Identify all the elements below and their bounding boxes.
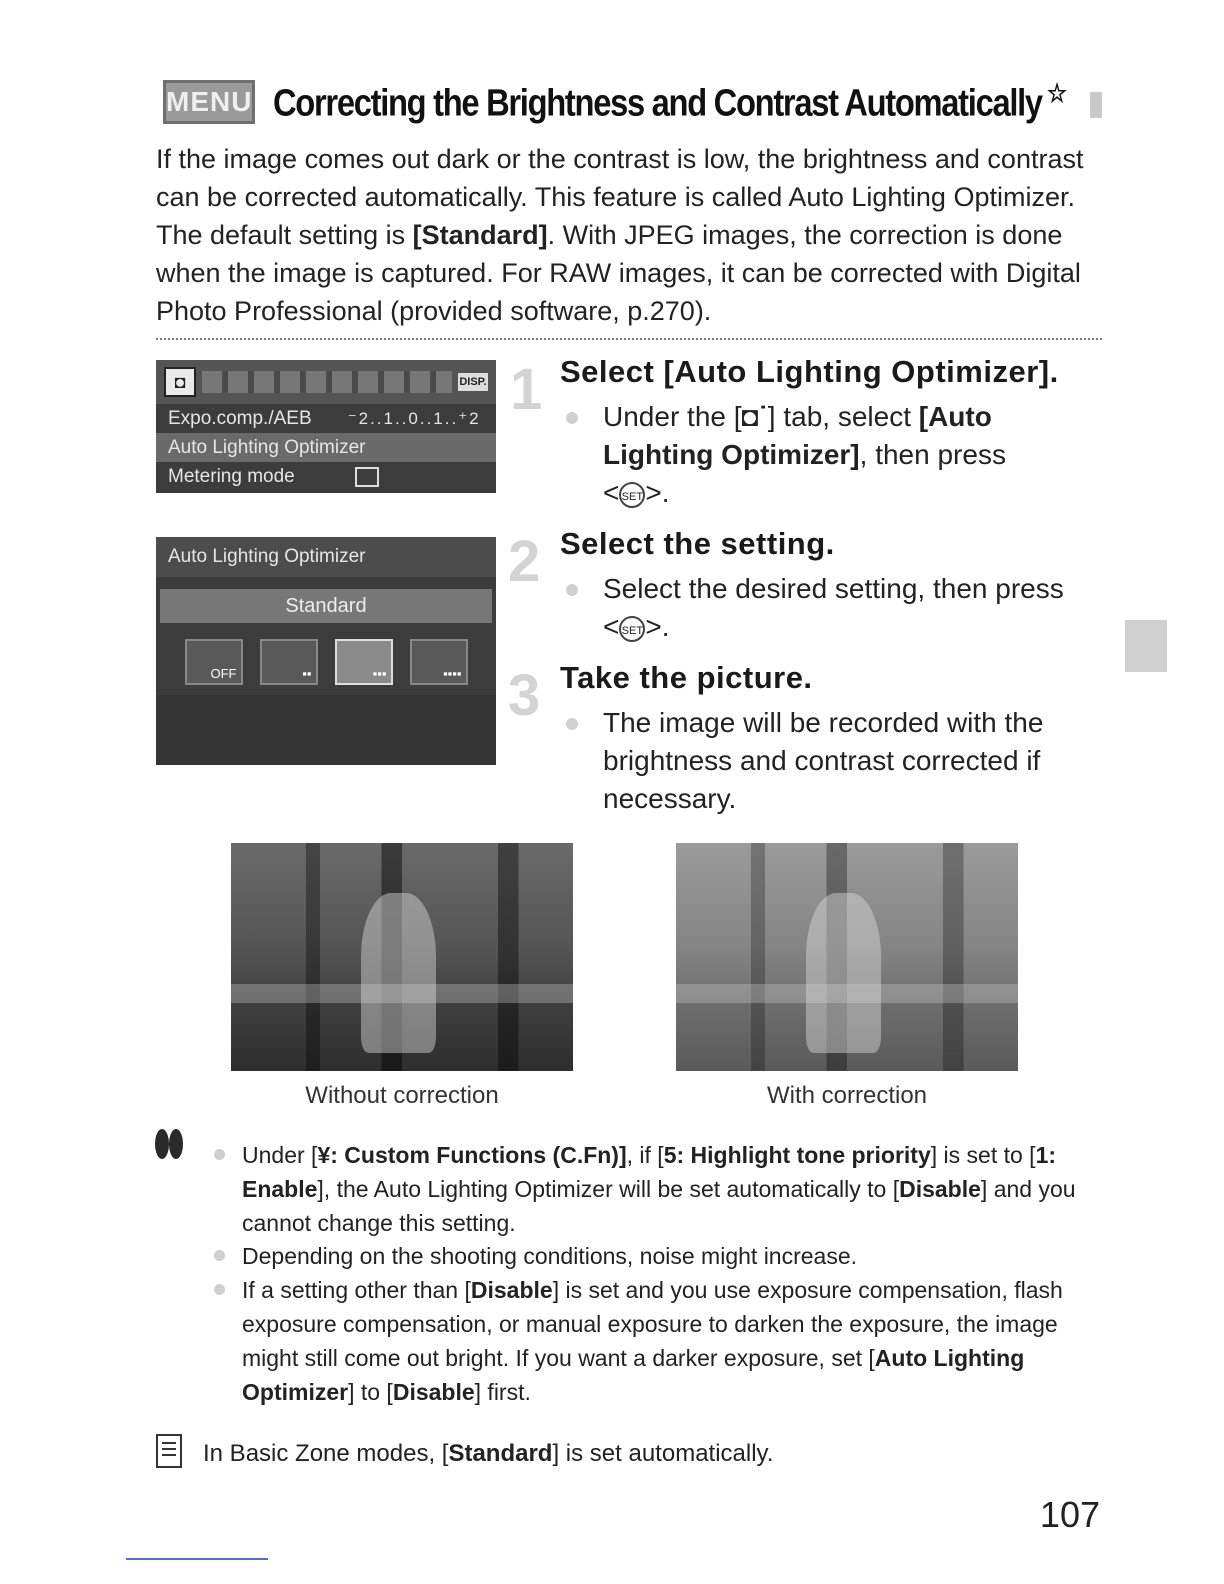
auto-lighting-optimizer-screen [156, 537, 496, 765]
step-2-press-pre: < [603, 611, 620, 642]
caution-icon [152, 1125, 186, 1163]
option-standard-icon: ▪▪▪ [335, 639, 393, 685]
menu-row-metering-mode [156, 462, 496, 491]
option-low-icon: ▪▪ [260, 639, 318, 685]
bullet-icon [214, 1250, 225, 1261]
screen-title: Auto Lighting Optimizer [156, 537, 496, 577]
dotted-divider [156, 338, 1102, 340]
caution-note-2: Depending on the shooting conditions, noise might increase. [242, 1243, 858, 1269]
camera-tab-icon: ◘ [164, 367, 196, 397]
intro-paragraph [156, 140, 1106, 330]
page-title [273, 78, 1066, 126]
disp-icon: DISP. [458, 373, 488, 391]
bullet-icon [214, 1149, 225, 1160]
edge-tab-marker [1090, 92, 1102, 118]
intro-bold-standard: [Standard] [412, 220, 548, 250]
note-text: ] first. [474, 1379, 531, 1405]
star-icon: ☆ [1047, 78, 1067, 109]
camera-tab-icon: ◘˙ [741, 401, 768, 432]
step-3-heading: Take the picture. [560, 660, 813, 695]
menu-row-auto-lighting-optimizer [156, 433, 496, 462]
note-text: , if [ [626, 1142, 664, 1168]
setting-options [156, 639, 496, 685]
caption-with-correction: With correction [766, 1082, 928, 1109]
photo-without-correction [231, 843, 573, 1071]
step-1-body [603, 398, 1103, 512]
step-2-body [603, 570, 1103, 646]
note-text: ] to [ [348, 1379, 393, 1405]
memo-text: In Basic Zone modes, [ [203, 1440, 449, 1467]
step-1-bold: [Auto Lighting Optimizer] [603, 401, 992, 470]
custom-functions-icon: ¥: [317, 1142, 338, 1168]
step-number-1: 1 [510, 357, 543, 422]
bullet-icon [566, 718, 578, 730]
note-text: ], the Auto Lighting Optimizer will be set automatically to [ [317, 1176, 900, 1202]
bullet-icon [214, 1284, 225, 1295]
memo-text: ] is set automatically. [552, 1440, 774, 1467]
step-2-heading: Select the setting. [560, 526, 835, 561]
step-1-text-a: Under the [ [603, 401, 742, 432]
step-2-text: Select the desired setting, then press [603, 573, 1064, 604]
selected-setting: Standard [160, 589, 492, 623]
step-3-body: The image will be recorded with the brightness and contrast corrected if necessary. [603, 707, 1044, 814]
bullet-icon [566, 584, 578, 596]
chapter-tab-marker [1125, 620, 1167, 672]
step-1-press-pre: < [603, 477, 620, 508]
bottom-rule [126, 1558, 268, 1560]
caution-note-1 [242, 1138, 1092, 1240]
step-1-heading: Select [Auto Lighting Optimizer]. [560, 354, 1059, 389]
note-bold: Disable [899, 1176, 981, 1202]
step-1-text-c: , then press [859, 439, 1006, 470]
photo-with-correction [676, 843, 1018, 1071]
menu-badge: MENU [163, 80, 255, 124]
note-bold: Disable [392, 1379, 475, 1405]
caption-without-correction: Without correction [305, 1082, 499, 1109]
note-text: ] and you cannot change this setting. [242, 1176, 1076, 1236]
note-bold: 1: Enable [242, 1142, 1057, 1202]
title-text: Correcting the Brightness and Contrast Automatically [273, 82, 1043, 125]
option-strong-icon: ▪▪▪▪ [410, 639, 468, 685]
note-bold: Disable [470, 1277, 553, 1303]
set-button-icon: SET [619, 482, 645, 508]
note-text: If a setting other than [ [242, 1277, 471, 1303]
menu-tab-row [156, 360, 496, 404]
camera-menu-screen [156, 360, 496, 493]
bullet-icon [566, 412, 578, 424]
intro-text-2: . With JPEG images, the correction is done when the image is captured. For RAW images, it can be corrected with Digital Photo Professional (provided software, p.270). [156, 220, 1081, 326]
menu-row-label: Auto Lighting Optimizer [168, 436, 366, 458]
step-2-press-post: >. [645, 611, 670, 642]
note-text: ] is set to [ [930, 1142, 1036, 1168]
metering-icon [355, 467, 379, 487]
intro-text-1: If the image comes out dark or the contrast is low, the brightness and contrast can be corrected automatically. This feature is called Auto Lighting Optimizer. The default setting is [156, 144, 1084, 250]
page-number: 107 [1039, 1494, 1100, 1535]
note-text: Under [ [242, 1142, 318, 1168]
note-bold: Custom Functions (C.Fn)] [337, 1142, 627, 1168]
memo-icon [156, 1434, 182, 1468]
note-text: ] is set and you use exposure compensation, flash exposure compensation, or manual exposure to darken the exposure, the image might still come out bright. If you want a darker exposure, set [ [242, 1277, 1063, 1371]
page-header [163, 70, 1083, 134]
exposure-scale: ⁻2..1..0..1..⁺2 [347, 408, 481, 428]
memo-bold: Standard [448, 1440, 553, 1467]
menu-row-label: Expo.comp./AEB [168, 407, 312, 429]
memo-note [203, 1440, 773, 1468]
set-button-icon: SET [619, 616, 645, 642]
tab-strip [202, 371, 452, 393]
option-off-icon: OFF [185, 639, 243, 685]
step-number-3: 3 [508, 663, 541, 728]
step-1-press-post: >. [645, 477, 670, 508]
note-bold: Auto Lighting Optimizer [242, 1345, 1025, 1405]
note-bold: 5: Highlight tone priority [663, 1142, 931, 1168]
menu-row-expo-comp [156, 404, 496, 433]
step-1-text-b: ] tab, select [767, 401, 919, 432]
step-number-2: 2 [508, 529, 541, 594]
menu-row-label: Metering mode [168, 465, 295, 487]
caution-note-3 [242, 1273, 1092, 1409]
screen-footer [156, 695, 496, 765]
